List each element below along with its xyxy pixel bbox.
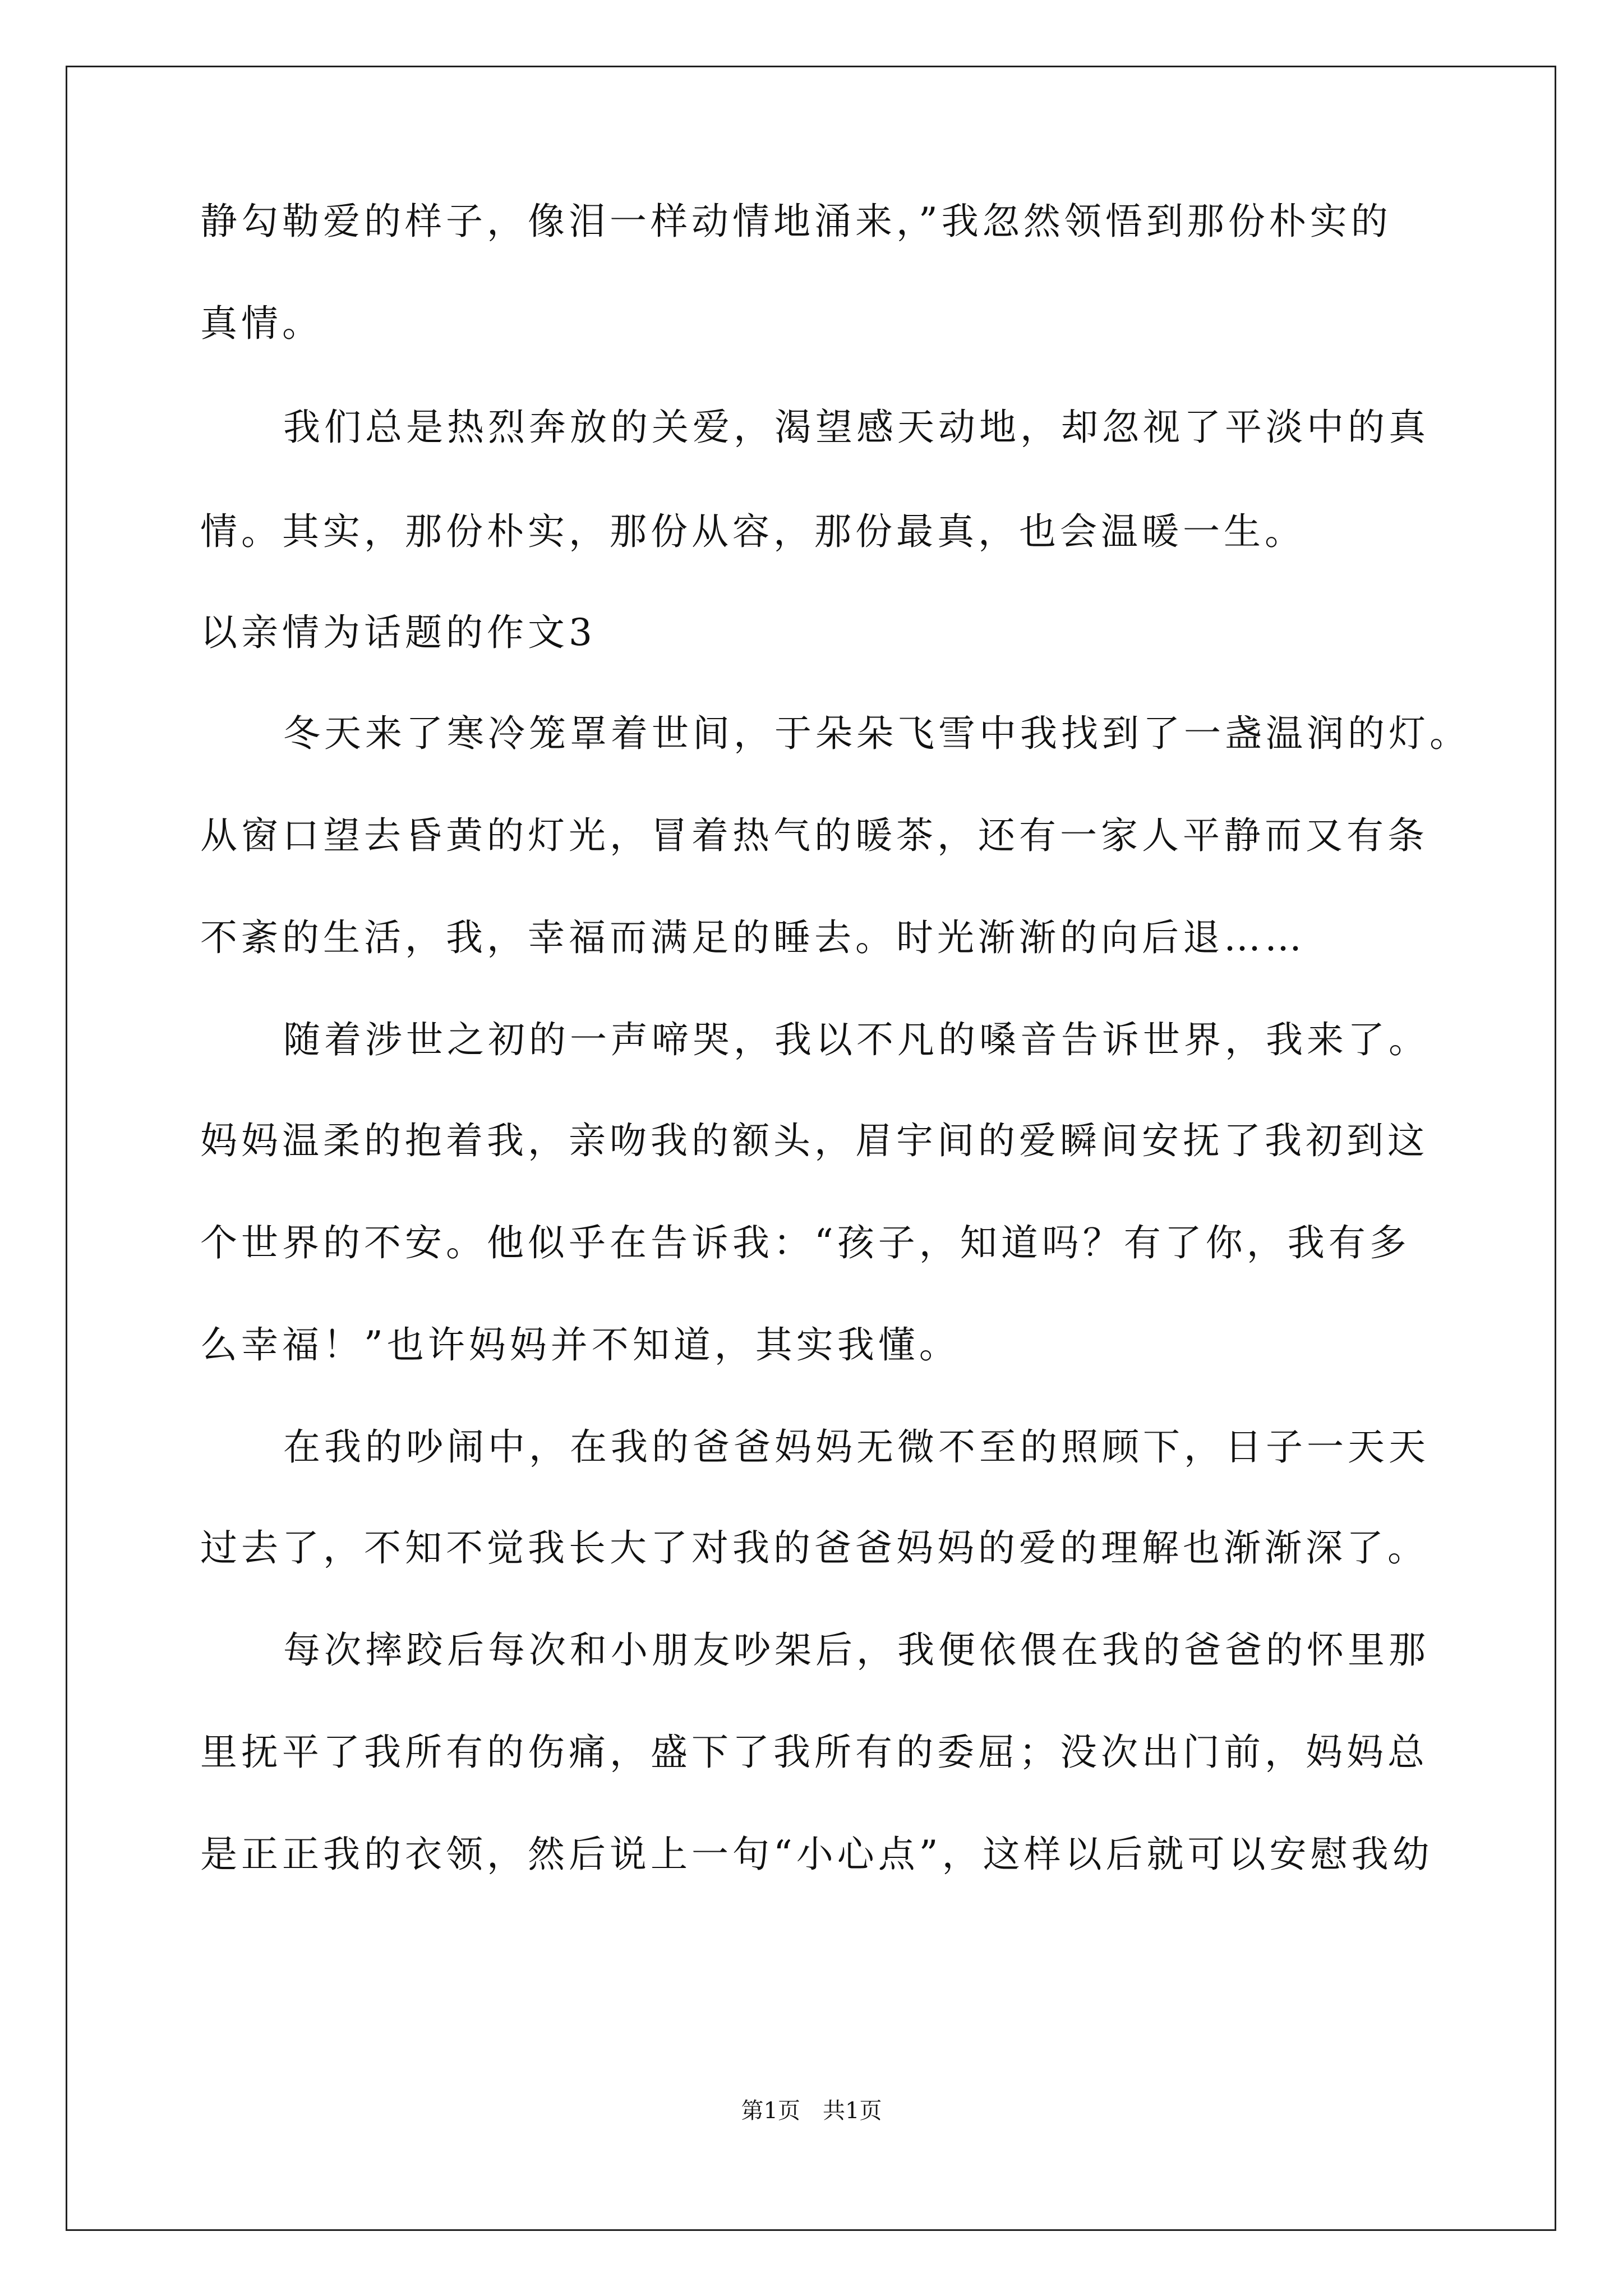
text-line: 真情。 <box>200 302 323 345</box>
text-line: 么幸福！”也许妈妈并不知道，其实我懂。 <box>200 1323 960 1366</box>
text-line: 里抚平了我所有的伤痛，盛下了我所有的委屈；没次出门前，妈妈总 <box>200 1731 1428 1774</box>
text-line: 不紊的生活，我，幸福而满足的睡去。时光渐渐的向后退…… <box>200 916 1306 959</box>
text-line: 随着涉世之初的一声啼哭，我以不凡的嗓音告诉世界，我来了。 <box>283 1018 1430 1061</box>
text-line: 个世界的不安。他似乎在告诉我：“孩子，知道吗？有了你，我有多 <box>200 1221 1410 1264</box>
text-line: 每次摔跤后每次和小朋友吵架后，我便依偎在我的爸爸的怀里那 <box>283 1628 1430 1672</box>
text-line: 从窗口望去昏黄的灯光，冒着热气的暖茶，还有一家人平静而又有条 <box>200 814 1428 857</box>
text-line: 在我的吵闹中，在我的爸爸妈妈无微不至的照顾下，日子一天天 <box>283 1425 1430 1469</box>
text-line: 情。其实，那份朴实，那份从容，那份最真，也会温暖一生。 <box>200 510 1306 553</box>
text-line: 我们总是热烈奔放的关爱，渴望感天动地，却忽视了平淡中的真 <box>283 406 1430 449</box>
text-line: 冬天来了寒冷笼罩着世间，于朵朵飞雪中我找到了一盏温润的灯。 <box>283 712 1470 755</box>
page-footer: 第1页 共1页 <box>741 2098 882 2124</box>
text-line: 静勾勒爱的样子，像泪一样动情地涌来，”我忽然领悟到那份朴实的 <box>200 200 1392 243</box>
text-line: 过去了，不知不觉我长大了对我的爸爸妈妈的爱的理解也渐渐深了。 <box>200 1526 1428 1570</box>
section-heading: 以亲情为话题的作文3 <box>200 611 596 654</box>
text-line: 妈妈温柔的抱着我，亲吻我的额头，眉宇间的爱瞬间安抚了我初到这 <box>200 1119 1428 1162</box>
text-line: 是正正我的衣领，然后说上一句“小心点”，这样以后就可以安慰我幼 <box>200 1833 1433 1876</box>
